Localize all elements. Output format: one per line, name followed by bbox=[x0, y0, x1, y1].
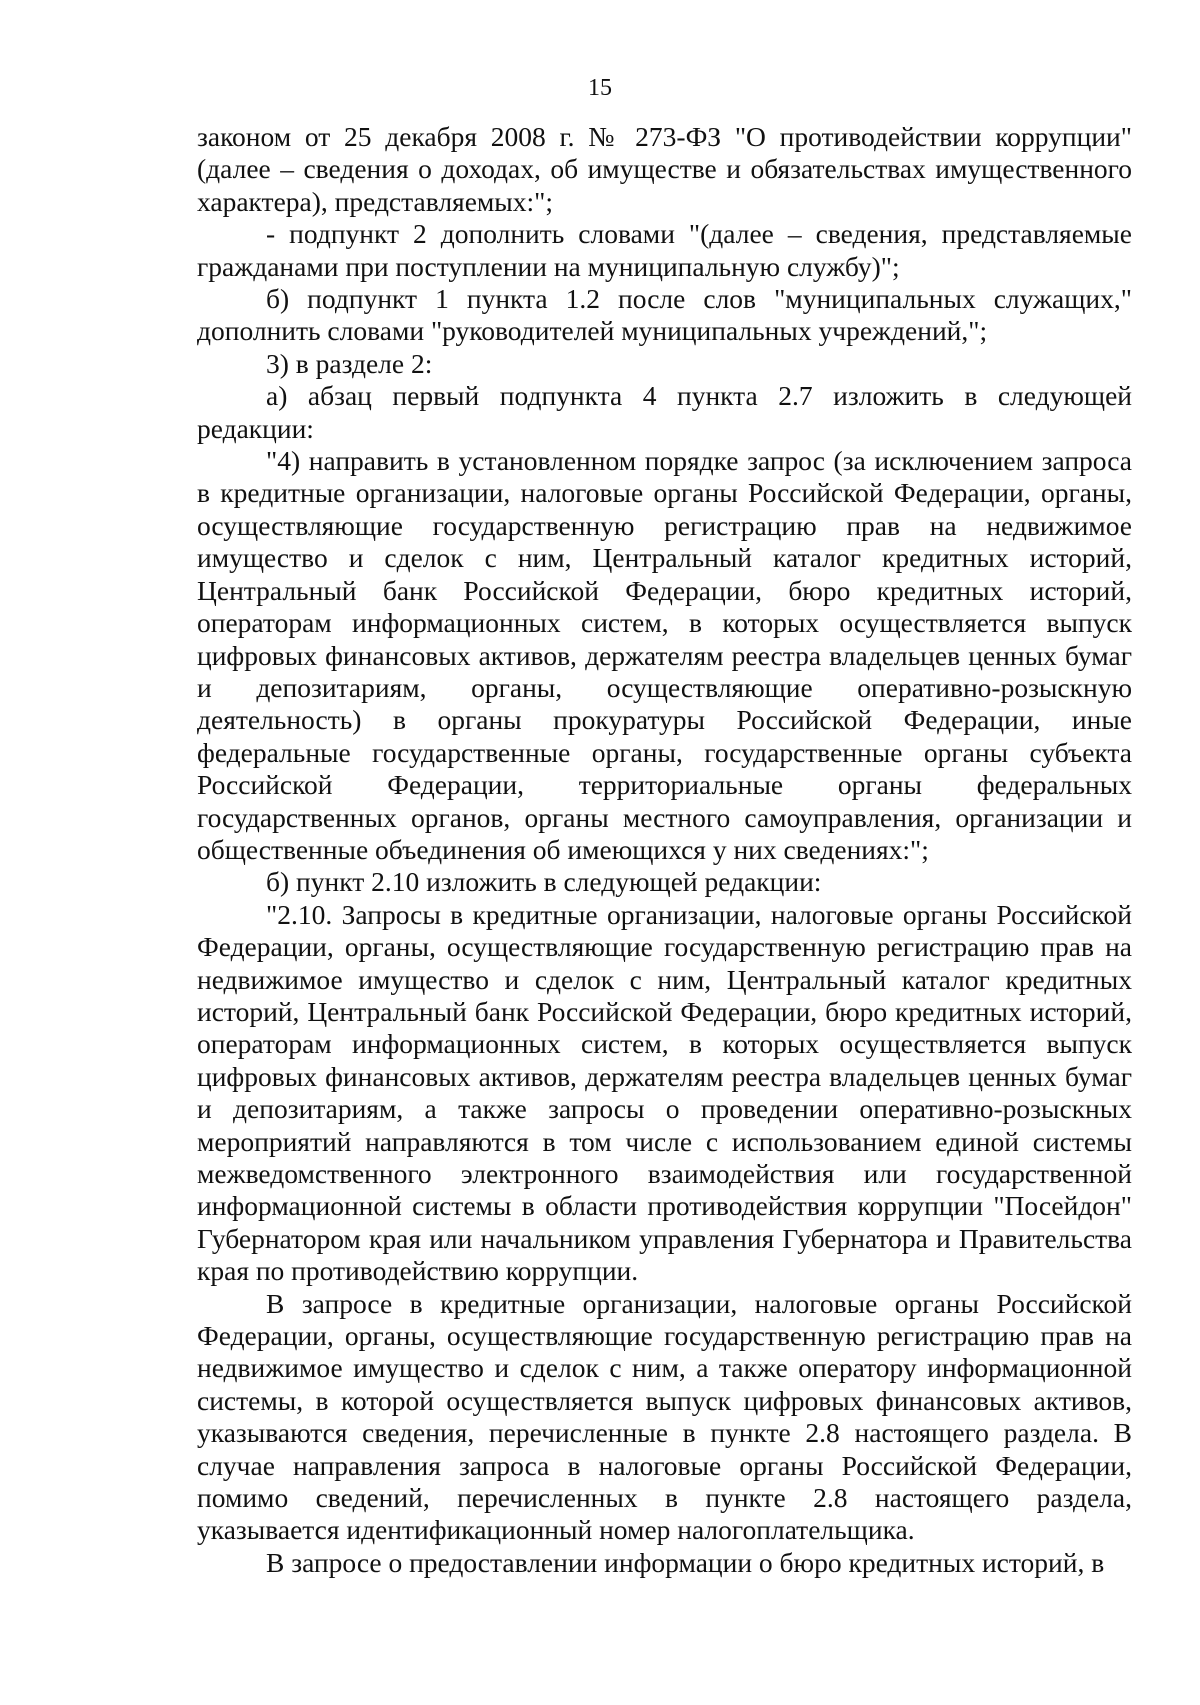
paragraph-8: "2.10. Запросы в кредитные организации, налоговые органы Российской Федерации, органы, осуществляющие государственную регистрацию прав на недвижимое имущество и сделок с ним, Центральный каталог кредитных историй, Центральный банк Российской Федерации, бюро кредитных историй, операторам информационных систем, в которых осуществляется выпуск цифровых финансовых активов, держателям реестра владельцев ценных бумаг и депозитариям, а также запросы о проведении оперативно-розыскных мероприятий направляются в том числе с использованием единой системы межведомственного электронного взаимодействия или государственной информационной системы в области противодействия коррупции "Посейдон" Губернатором края или начальником управления Губернатора и Правительства края по противодействию коррупции. bbox=[197, 898, 1132, 1287]
document-body bbox=[197, 121, 1132, 1579]
paragraph-10: В запросе о предоставлении информации о бюро кредитных историй, в bbox=[266, 1546, 1105, 1578]
page-number: 15 bbox=[588, 75, 612, 101]
paragraph-5: а) абзац первый подпункта 4 пункта 2.7 изложить в следующей редакции: bbox=[197, 380, 1132, 444]
paragraph-4: 3) в разделе 2: bbox=[266, 347, 433, 379]
paragraph-6: "4) направить в установленном порядке запрос (за исключением запроса в кредитные организации, налоговые органы Российской Федерации, органы, осуществляющие государственную регистрацию прав на недвижимое имущество и сделок с ним, Центральный каталог кредитных историй, Центральный банк Российской Федерации, бюро кредитных историй, операторам информационных систем, в которых осуществляется выпуск цифровых финансовых активов, держателям реестра владельцев ценных бумаг и депозитариям, органы, осуществляющие оперативно-розыскную деятельность) в органы прокуратуры Российской Федерации, иные федеральные государственные органы, государственные органы субъекта Российской Федерации, территориальные органы федеральных государственных органов, органы местного самоуправления, организации и общественные объединения об имеющихся у них сведениях:"; bbox=[197, 445, 1132, 865]
paragraph-9: В запросе в кредитные организации, налоговые органы Российской Федерации, органы, осуществляющие государственную регистрацию прав на недвижимое имущество и сделок с ним, а также оператору информационной системы, в которой осуществляется выпуск цифровых финансовых активов, указываются сведения, перечисленные в пункте 2.8 настоящего раздела. В случае направления запроса в налоговые органы Российской Федерации, помимо сведений, перечисленных в пункте 2.8 настоящего раздела, указывается идентификационный номер налогоплательщика. bbox=[197, 1287, 1132, 1546]
paragraph-7: б) пункт 2.10 изложить в следующей редакции: bbox=[266, 866, 822, 898]
paragraph-2: - подпункт 2 дополнить словами "(далее – сведения, представляемые гражданами при поступлении на муниципальную службу)"; bbox=[197, 218, 1132, 282]
paragraph-3: б) подпункт 1 пункта 1.2 после слов "муниципальных служащих," дополнить словами "руководителей муниципальных учреждений,"; bbox=[197, 283, 1132, 347]
paragraph-1: законом от 25 декабря 2008 г. № 273-ФЗ "О противодействии коррупции" (далее – сведения о доходах, об имуществе и обязательствах имущественного характера), представляемых:"; bbox=[197, 121, 1132, 217]
